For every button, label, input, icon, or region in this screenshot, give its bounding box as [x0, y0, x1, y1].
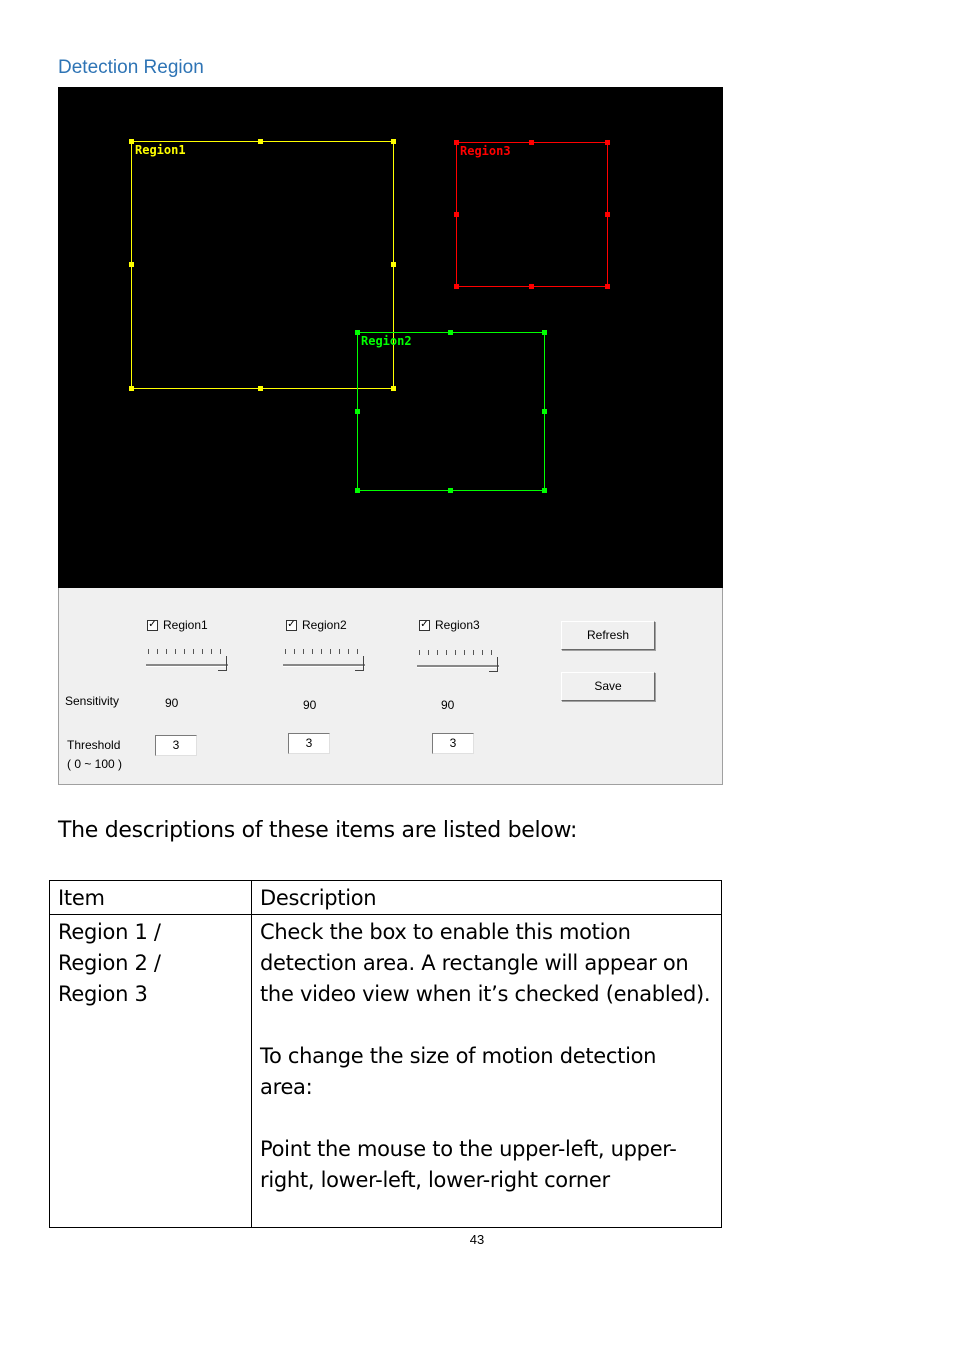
- region3-sensitivity-slider[interactable]: [417, 650, 507, 680]
- header-description: Description: [252, 881, 722, 915]
- resize-handle-left[interactable]: [355, 409, 360, 414]
- slider-ticks: [148, 649, 228, 654]
- region2-label: Region2: [361, 334, 412, 348]
- slider-track: [146, 664, 228, 667]
- video-preview[interactable]: [58, 87, 723, 588]
- resize-handle-left[interactable]: [129, 262, 134, 267]
- resize-handle-top-right[interactable]: [542, 330, 547, 335]
- region3-rectangle[interactable]: [456, 142, 608, 287]
- region2-threshold-input[interactable]: 3: [288, 733, 330, 754]
- slider-track: [417, 665, 499, 668]
- region3-threshold-input[interactable]: 3: [432, 733, 474, 754]
- item-cell: [50, 915, 252, 1228]
- checkmark-icon[interactable]: ✓: [287, 619, 296, 630]
- intro-text: The descriptions of these items are listed below:: [58, 818, 578, 843]
- slider-track: [283, 664, 365, 667]
- checkmark-icon[interactable]: ✓: [420, 619, 429, 630]
- resize-handle-top-right[interactable]: [391, 139, 396, 144]
- resize-handle-top-left[interactable]: [454, 140, 459, 145]
- resize-handle-bottom-right[interactable]: [542, 488, 547, 493]
- region1-label: Region1: [135, 143, 186, 157]
- resize-handle-bottom[interactable]: [529, 284, 534, 289]
- resize-handle-top-left[interactable]: [355, 330, 360, 335]
- checkmark-icon[interactable]: ✓: [148, 619, 157, 630]
- slider-thumb[interactable]: [489, 657, 498, 672]
- description-table: [49, 880, 722, 1228]
- region1-rectangle[interactable]: [131, 141, 394, 389]
- resize-handle-top-right[interactable]: [605, 140, 610, 145]
- threshold-range-label: ( 0 ~ 100 ): [67, 757, 123, 771]
- region3-label: Region3: [460, 144, 511, 158]
- resize-handle-right[interactable]: [605, 212, 610, 217]
- region2-checkbox[interactable]: [286, 618, 347, 632]
- item-line: Region 2 /: [58, 951, 161, 975]
- region2-rectangle[interactable]: [357, 332, 545, 491]
- header-item: Item: [50, 881, 252, 915]
- table-header-row: [50, 881, 722, 915]
- slider-thumb[interactable]: [355, 656, 364, 671]
- section-title: Detection Region: [58, 57, 204, 78]
- region3-sensitivity-value: 90: [441, 698, 455, 712]
- save-button[interactable]: Save: [561, 672, 655, 701]
- description-paragraph: Check the box to enable this motion detection area. A rectangle will appear on the video view when it’s checked (enabled).: [260, 920, 711, 1006]
- threshold-label: Threshold: [67, 738, 121, 752]
- region2-sensitivity-value: 90: [303, 698, 317, 712]
- resize-handle-bottom-right[interactable]: [605, 284, 610, 289]
- page-number: 43: [469, 1232, 485, 1247]
- region1-sensitivity-value: 90: [165, 696, 179, 710]
- slider-ticks: [419, 650, 499, 655]
- refresh-button[interactable]: Refresh: [561, 621, 655, 650]
- region1-threshold-input[interactable]: 3: [155, 735, 197, 756]
- description-paragraph: To change the size of motion detection area:: [260, 1044, 657, 1099]
- item-line: Region 1 /: [58, 920, 161, 944]
- sensitivity-label: Sensitivity: [65, 694, 120, 708]
- resize-handle-bottom-left[interactable]: [129, 386, 134, 391]
- table-row: [50, 915, 722, 1228]
- region2-checkbox-label: Region2: [302, 618, 347, 632]
- region1-checkbox-label: Region1: [163, 618, 208, 632]
- slider-ticks: [285, 649, 365, 654]
- resize-handle-top[interactable]: [258, 139, 263, 144]
- resize-handle-top[interactable]: [529, 140, 534, 145]
- resize-handle-top-left[interactable]: [129, 139, 134, 144]
- slider-thumb[interactable]: [218, 656, 227, 671]
- resize-handle-right[interactable]: [391, 262, 396, 267]
- settings-panel: [58, 588, 723, 785]
- resize-handle-bottom-left[interactable]: [355, 488, 360, 493]
- resize-handle-bottom[interactable]: [448, 488, 453, 493]
- resize-handle-right[interactable]: [542, 409, 547, 414]
- region2-sensitivity-slider[interactable]: [283, 649, 373, 679]
- region3-checkbox-label: Region3: [435, 618, 480, 632]
- resize-handle-left[interactable]: [454, 212, 459, 217]
- item-line: Region 3: [58, 982, 148, 1006]
- resize-handle-bottom-left[interactable]: [454, 284, 459, 289]
- region3-checkbox[interactable]: [419, 618, 480, 632]
- resize-handle-bottom[interactable]: [258, 386, 263, 391]
- description-cell: [252, 915, 722, 1228]
- description-paragraph: Point the mouse to the upper-left, upper-right, lower-left, lower-right corner: [260, 1137, 677, 1192]
- region1-checkbox[interactable]: [147, 618, 208, 632]
- region1-sensitivity-slider[interactable]: [146, 649, 236, 679]
- resize-handle-top[interactable]: [448, 330, 453, 335]
